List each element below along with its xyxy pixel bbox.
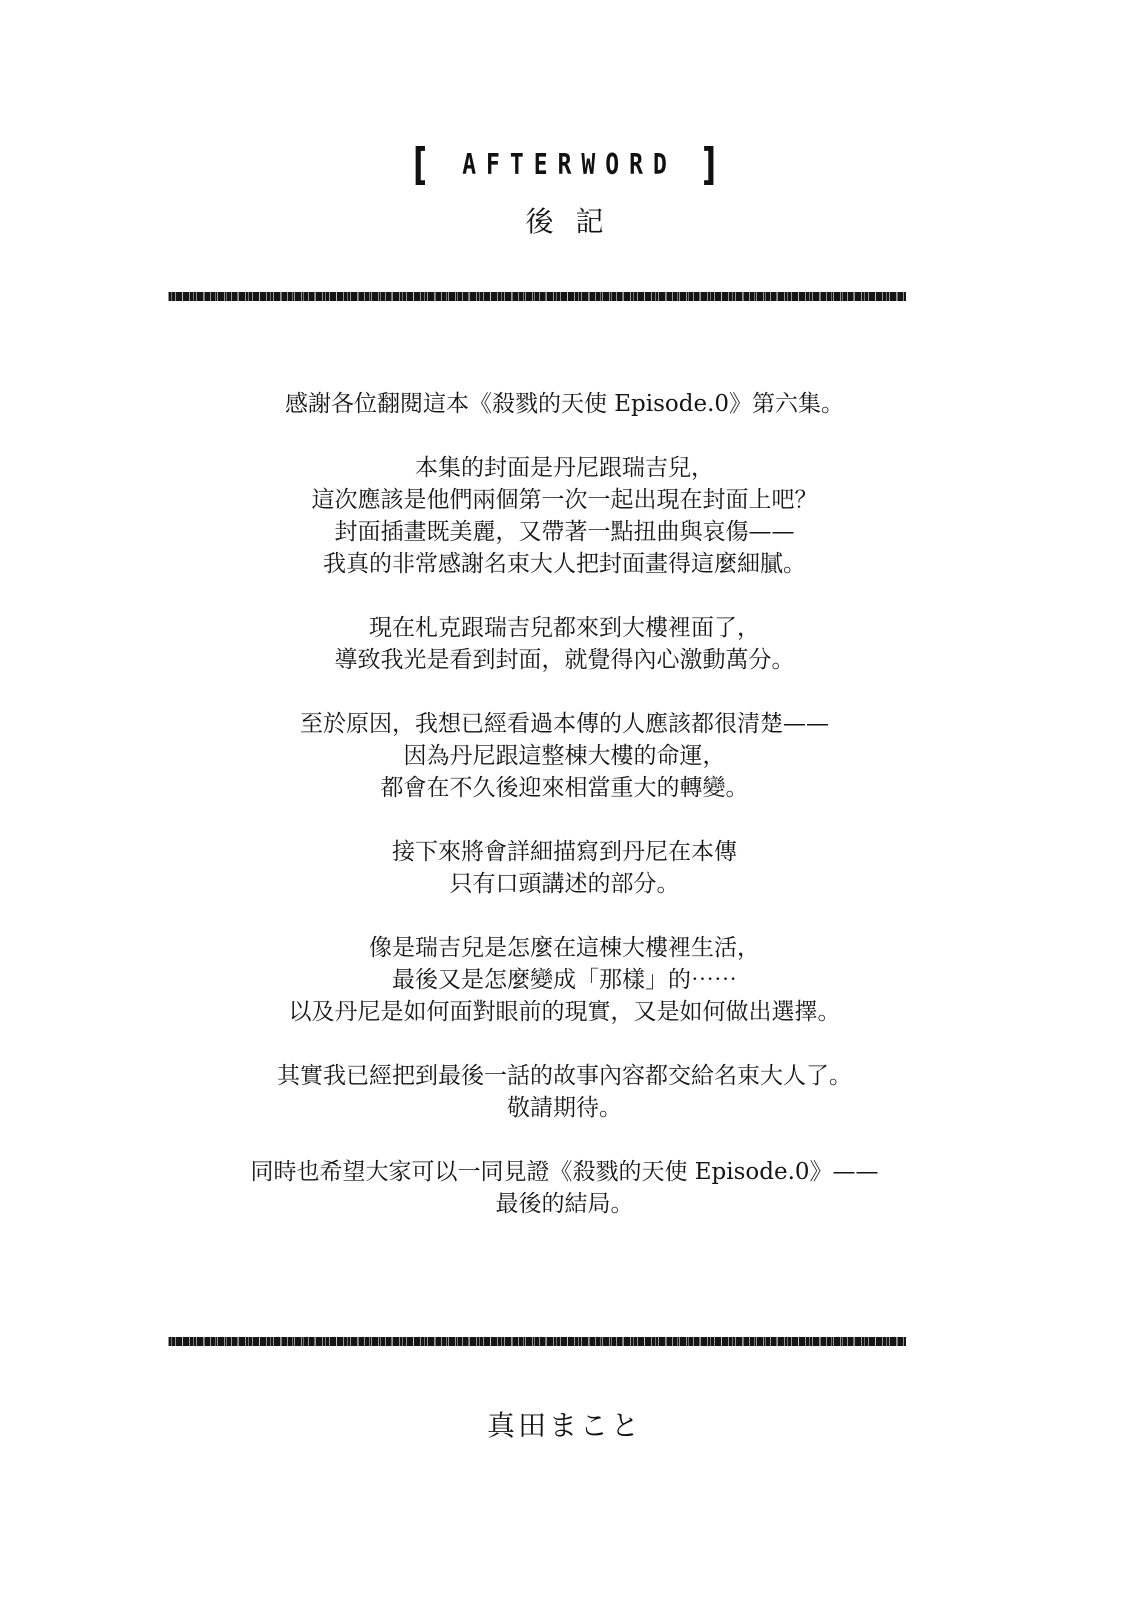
paragraph-7 — [0, 1060, 1129, 1124]
afterword-title-row — [0, 140, 1129, 190]
paragraph-4 — [0, 708, 1129, 804]
body-line: 這次應該是他們兩個第一次一起出現在封面上吧？ — [311, 487, 818, 513]
author-signature: 真田まこと — [486, 1409, 642, 1442]
body-line: 像是瑞吉兒是怎麼在這棟大樓裡生活， — [369, 935, 760, 961]
paragraph-3 — [0, 612, 1129, 676]
body-line: 都會在不久後迎來相當重大的轉變。 — [380, 775, 749, 801]
body-line: 接下來將會詳細描寫到丹尼在本傳 — [392, 839, 737, 865]
paragraph-1 — [0, 388, 1129, 420]
body-line: 導致我光是看到封面，就覺得內心激動萬分。 — [334, 647, 795, 673]
body-line: 只有口頭講述的部分。 — [449, 871, 680, 897]
right-bracket: ] — [701, 139, 716, 190]
body-line: 至於原因，我想已經看過本傳的人應該都很清楚—— — [300, 711, 829, 737]
body-line: 我真的非常感謝名束大人把封面畫得這麼細膩。 — [323, 551, 806, 577]
afterword-title: AFTERWORD — [462, 148, 677, 182]
paragraph-2 — [0, 452, 1129, 580]
paragraph-6 — [0, 932, 1129, 1028]
body-line: 因為丹尼跟這整棟大樓的命運， — [403, 743, 726, 769]
body-line: 其實我已經把到最後一話的故事內容都交給名束大人了。 — [277, 1063, 852, 1089]
body-line: 本集的封面是丹尼跟瑞吉兒， — [415, 455, 714, 481]
body-line: 以及丹尼是如何面對眼前的現實，又是如何做出選擇。 — [288, 999, 841, 1025]
body-line: 同時也希望大家可以一同見證《殺戮的天使 Episode.0》—— — [250, 1159, 879, 1185]
body-line: 封面插畫既美麗，又帶著一點扭曲與哀傷—— — [334, 519, 795, 545]
body-line: 最後又是怎麼變成「那樣」的⋯⋯ — [392, 967, 737, 993]
body-line: 最後的結局。 — [495, 1191, 634, 1217]
left-bracket: [ — [413, 139, 428, 190]
body-line: 現在札克跟瑞吉兒都來到大樓裡面了， — [369, 615, 760, 641]
body-line: 感謝各位翻閱這本《殺戮的天使 Episode.0》第六集。 — [284, 391, 845, 417]
bottom-divider — [168, 1337, 906, 1346]
afterword-subtitle: 後記 — [525, 205, 626, 238]
afterword-header — [0, 140, 1129, 240]
paragraph-5 — [0, 836, 1129, 900]
paragraph-8 — [0, 1156, 1129, 1220]
body-line: 敬請期待。 — [507, 1095, 622, 1121]
afterword-body — [0, 388, 1129, 1252]
top-divider — [168, 292, 906, 301]
